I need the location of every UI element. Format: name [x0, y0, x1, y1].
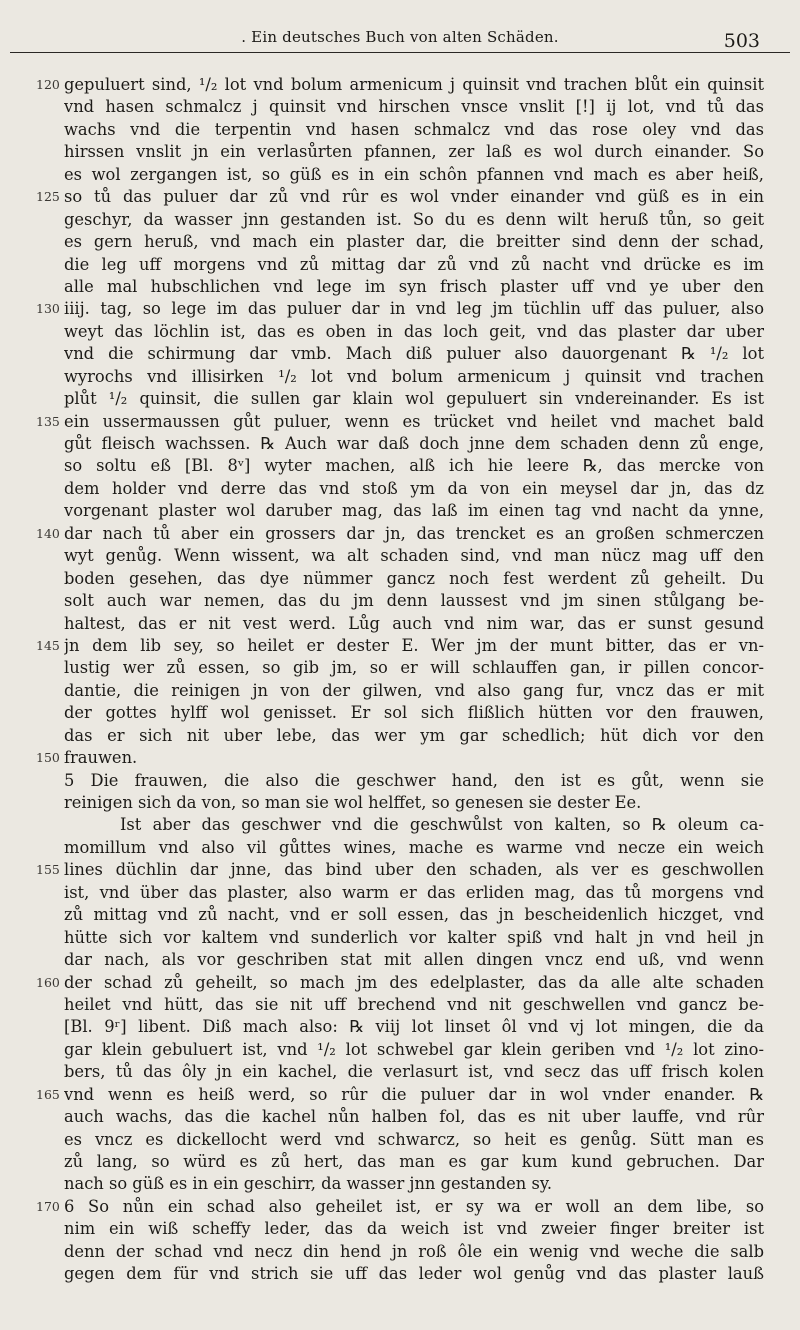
- text-line: [0, 1173, 800, 1195]
- line-number: 130: [36, 301, 60, 317]
- text-line: [0, 725, 800, 747]
- text-line: [0, 74, 800, 96]
- line-text: 5 Die frauwen, die also die geschwer hand, den ist es gůt, wenn sie: [64, 770, 764, 790]
- text-line: [0, 164, 800, 186]
- line-text: ein ussermaussen gůt puluer, wenn es trücket vnd heilet vnd machet bald: [64, 411, 764, 431]
- line-text: gůt fleisch wachssen. ℞ Auch war daß doch jnne dem schaden denn zů enge,: [64, 434, 764, 453]
- line-text: vnd die schirmung dar vmb. Mach diß puluer also dauorgenant ℞ ¹/₂ lot: [64, 344, 764, 364]
- line-text: 6 So nůn ein schad also geheilet ist, er sy wa er woll an dem libe, so: [64, 1196, 764, 1216]
- line-number: 165: [36, 1086, 60, 1102]
- line-text: nim ein wiß scheffy leder, das da weich ist vnd zweier finger breiter ist: [64, 1219, 764, 1239]
- line-text: jn dem lib sey, so heilet er dester E. Wer jm der munt bitter, das er vn-: [64, 635, 764, 655]
- line-text: es wol zergangen ist, so güß es in ein schôn pfannen vnd mach es aber heiß,: [64, 164, 764, 184]
- line-text: plůt ¹/₂ quinsit, die sullen gar klain wol gepuluert sin vndereinander. Es ist: [64, 389, 764, 409]
- line-text: vorgenant plaster wol daruber mag, das laß im einen tag vnd nacht da ynne,: [64, 501, 764, 521]
- line-text: gepuluert sind, ¹/₂ lot vnd bolum armenicum j quinsit vnd trachen blůt ein quinsit: [64, 75, 764, 94]
- line-text: die leg uff morgens vnd zů mittag dar zů vnd zů nacht vnd drücke es im: [64, 254, 764, 274]
- line-text: zů lang, so würd es zů hert, das man es gar kum kund gebruchen. Dar: [64, 1152, 764, 1171]
- line-text: der schad zů geheilt, so mach jm des edelplaster, das da alle alte schaden: [64, 972, 764, 992]
- text-line: [0, 1106, 800, 1128]
- text-line: [0, 1151, 800, 1173]
- text-line: [0, 792, 800, 814]
- text-line: [0, 590, 800, 612]
- text-line: [0, 657, 800, 679]
- text-line: [0, 770, 800, 792]
- line-text: iiij. tag, so lege im das puluer dar in vnd leg jm tüchlin uff das puluer, also: [64, 299, 764, 319]
- text-line: [0, 837, 800, 859]
- line-text: so tů das puluer dar zů vnd rûr es wol vnder einander vnd güß es in ein: [64, 187, 764, 207]
- line-text: Ist aber das geschwer vnd die geschwůlst von kalten, so ℞ oleum ca-: [120, 815, 764, 835]
- line-text: dar nach, als vor geschriben stat mit allen dingen vncz end uß, vnd wenn: [64, 950, 764, 970]
- line-text: weyt das löchlin ist, das es oben in das loch geit, vnd das plaster dar uber: [64, 321, 764, 341]
- text-line: [0, 433, 800, 455]
- text-line: [0, 455, 800, 477]
- line-text: so soltu eß [Bl. 8ᵛ] wyter machen, alß ich hie leere ℞, das mercke von: [64, 456, 764, 476]
- text-line: [0, 523, 800, 545]
- line-text: denn der schad vnd necz din hend jn roß ôle ein wenig vnd weche die salb: [64, 1241, 764, 1261]
- text-line: [0, 231, 800, 253]
- line-text: geschyr, da wasser jnn gestanden ist. So du es denn wilt heruß tůn, so geit: [64, 209, 764, 229]
- running-head-title: . Ein deutsches Buch von alten Schäden.: [241, 28, 559, 46]
- text-line: [0, 1016, 800, 1038]
- line-number: 140: [36, 525, 60, 541]
- text-line: [0, 388, 800, 410]
- line-text: wachs vnd die terpentin vnd hasen schmalcz vnd das rose oley vnd das: [64, 119, 764, 139]
- text-line: [0, 254, 800, 276]
- text-line: [0, 1129, 800, 1151]
- text-line: [0, 545, 800, 567]
- line-number: 120: [36, 77, 60, 92]
- line-number: 125: [36, 189, 60, 205]
- line-text: lustig wer zů essen, so gib jm, so er will schlauffen gan, ir pillen concor-: [64, 658, 764, 678]
- line-number: 150: [36, 750, 60, 766]
- line-number: 160: [36, 974, 60, 990]
- text-line: [0, 276, 800, 298]
- text-line: [0, 209, 800, 231]
- text-line: [0, 702, 800, 724]
- text-line: [0, 343, 800, 365]
- line-text: dem holder vnd derre das vnd stoß ym da von ein meysel dar jn, das dz: [64, 478, 764, 498]
- text-line: [0, 1084, 800, 1106]
- line-number: 155: [36, 862, 60, 878]
- text-line: [0, 994, 800, 1016]
- line-text: hirssen vnslit jn ein verlasůrten pfannen, zer laß es wol durch einander. So: [64, 142, 764, 162]
- line-number: 145: [36, 637, 60, 653]
- line-text: boden gesehen, das dye nümmer gancz noch fest werdent zů geheilt. Du: [64, 568, 764, 588]
- line-text: lines düchlin dar jnne, das bind uber den schaden, als ver es geschwollen: [64, 860, 764, 880]
- text-line: [0, 321, 800, 343]
- text-line: [0, 680, 800, 702]
- text-line: [0, 478, 800, 500]
- line-text: das er sich nit uber lebe, das wer ym gar schedlich; hüt dich vor den: [64, 725, 764, 745]
- line-text: reinigen sich da von, so man sie wol helffet, so genesen sie dester Ee.: [64, 793, 642, 812]
- line-text: [Bl. 9ʳ] libent. Diß mach also: ℞ viij lot linset ôl vnd vj lot mingen, die da: [64, 1017, 764, 1037]
- text-line: [0, 814, 800, 836]
- line-text: haltest, das er nit vest werd. Lůg auch vnd nim war, das er sunst gesund: [64, 613, 764, 633]
- text-line: [0, 1196, 800, 1218]
- text-line: [0, 972, 800, 994]
- text-line: [0, 613, 800, 635]
- line-number: 135: [36, 413, 60, 429]
- line-text: wyrochs vnd illisirken ¹/₂ lot vnd bolum armenicum j quinsit vnd trachen: [64, 366, 764, 386]
- text-line: [0, 1241, 800, 1263]
- line-text: momillum vnd also vil gůttes wines, mache es warme vnd necze ein weich: [64, 837, 764, 857]
- text-line: [0, 859, 800, 881]
- text-line: [0, 747, 800, 769]
- line-number: 170: [36, 1198, 60, 1214]
- line-text: zů mittag vnd zů nacht, vnd er soll essen, das jn bescheidenlich hiczget, vnd: [64, 905, 764, 925]
- text-line: [0, 298, 800, 320]
- line-text: hütte sich vor kaltem vnd sunderlich vor kalter spiß vnd halt jn vnd heil jn: [64, 927, 764, 947]
- page-number: 503: [723, 30, 760, 52]
- text-line: [0, 1263, 800, 1285]
- line-text: es gern heruß, vnd mach ein plaster dar, die breitter sind denn der schad,: [64, 232, 764, 252]
- text-line: [0, 927, 800, 949]
- line-text: dantie, die reinigen jn von der gilwen, vnd also gang fur, vncz das er mit: [64, 680, 764, 700]
- text-line: [0, 141, 800, 163]
- line-text: der gottes hylff wol genisset. Er sol sich flißlich hütten vor den frauwen,: [64, 703, 764, 723]
- line-text: vnd wenn es heiß werd, so rûr die puluer dar in wol vnder enander. ℞: [64, 1084, 764, 1104]
- text-line: [0, 635, 800, 657]
- text-line: [0, 366, 800, 388]
- line-text: heilet vnd hütt, das sie nit uff brechend vnd nit geschwellen vnd gancz be-: [64, 994, 764, 1014]
- text-line: [0, 411, 800, 433]
- line-text: bers, tů das ôly jn ein kachel, die verlasurt ist, vnd secz das uff frisch kolen: [64, 1062, 764, 1082]
- text-line: [0, 119, 800, 141]
- text-line: [0, 96, 800, 118]
- line-text: auch wachs, das die kachel nůn halben fol, das es nit uber lauffe, vnd rûr: [64, 1107, 764, 1127]
- line-text: nach so güß es in ein geschirr, da wasser jnn gestanden sy.: [64, 1174, 553, 1194]
- running-head: [10, 18, 790, 53]
- line-text: es vncz es dickellocht werd vnd schwarcz, so heit es genůg. Sütt man es: [64, 1129, 764, 1149]
- line-text: gar klein gebuluert ist, vnd ¹/₂ lot schwebel gar klein geriben vnd ¹/₂ lot zino-: [64, 1039, 764, 1059]
- text-line: [0, 949, 800, 971]
- line-text: ist, vnd über das plaster, also warm er das erliden mag, das tů morgens vnd: [64, 882, 764, 902]
- text-line: [0, 904, 800, 926]
- body-text: [0, 74, 800, 1286]
- text-line: [0, 882, 800, 904]
- text-line: [0, 500, 800, 522]
- line-text: frauwen.: [64, 748, 138, 768]
- text-line: [0, 1039, 800, 1061]
- line-text: dar nach tů aber ein grossers dar jn, das trencket es an großen schmerczen: [64, 523, 764, 543]
- line-text: alle mal hubschlichen vnd lege im syn frisch plaster uff vnd ye uber den: [64, 276, 764, 296]
- text-line: [0, 568, 800, 590]
- line-text: wyt genůg. Wenn wissent, wa alt schaden sind, vnd man nücz mag uff den: [64, 546, 764, 566]
- text-line: [0, 1218, 800, 1240]
- line-text: gegen dem für vnd strich sie uff das leder wol genůg vnd das plaster lauß: [64, 1264, 764, 1284]
- text-line: [0, 1061, 800, 1083]
- line-text: vnd hasen schmalcz j quinsit vnd hirschen vnsce vnslit [!] ij lot, vnd tů das: [64, 97, 764, 117]
- text-line: [0, 186, 800, 208]
- line-text: solt auch war nemen, das du jm denn laussest vnd jm sinen stůlgang be-: [64, 591, 764, 611]
